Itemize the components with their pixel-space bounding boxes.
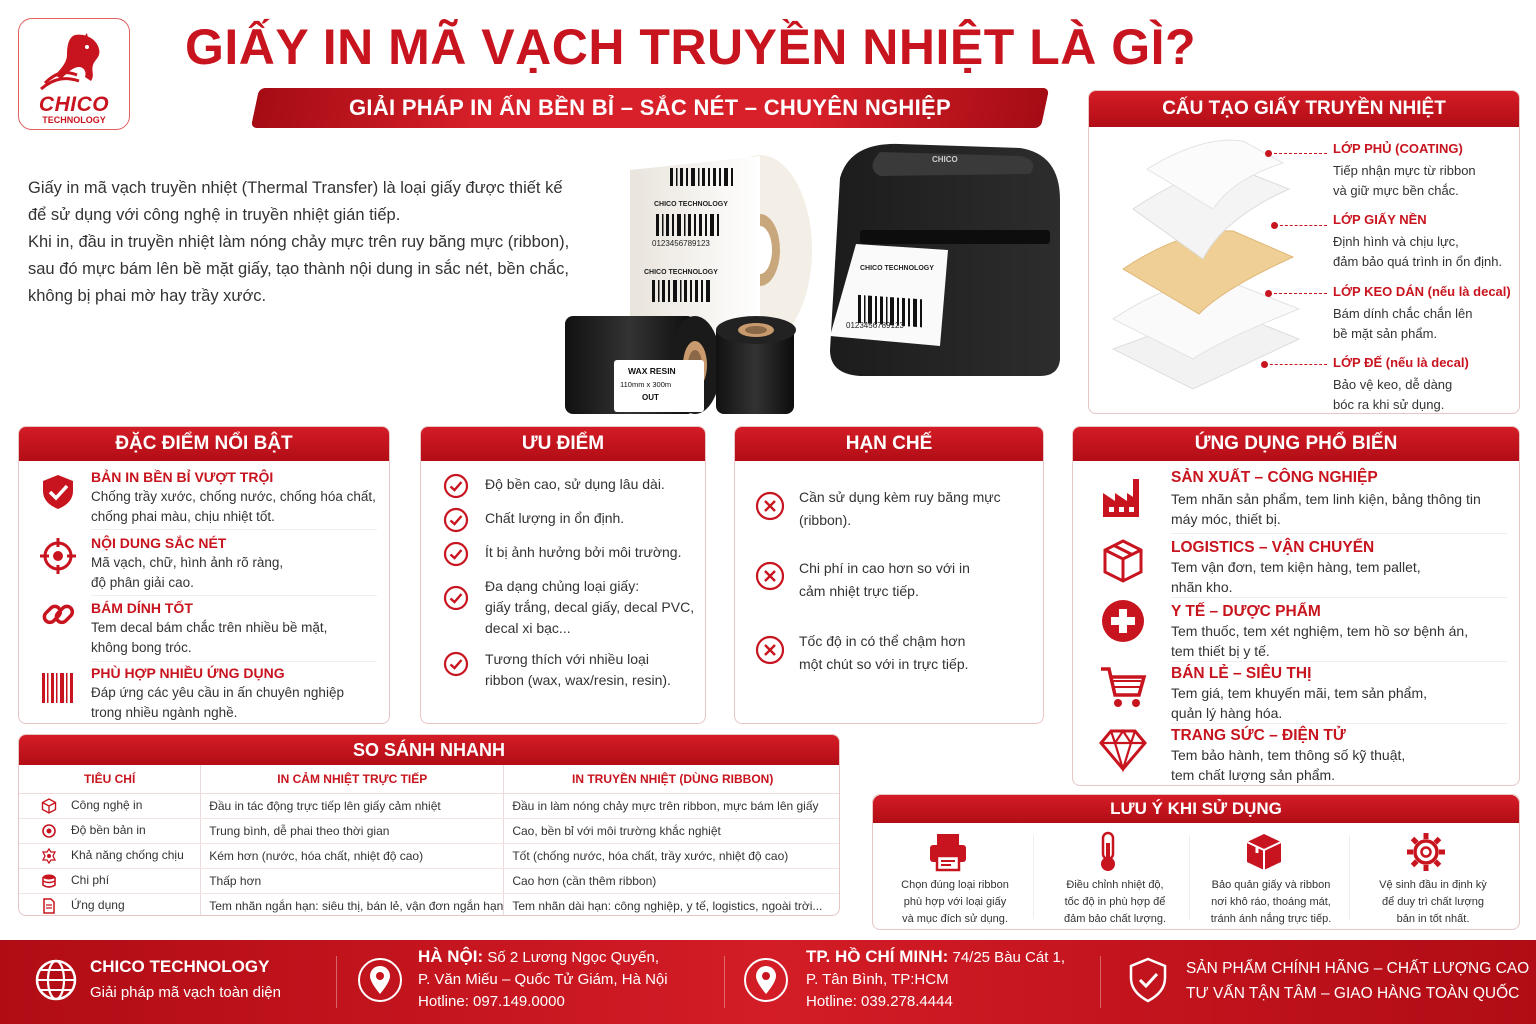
table-row <box>19 893 840 916</box>
con-text <box>799 630 1034 676</box>
pros-title: ƯU ĐIỂM <box>421 427 705 461</box>
feature-desc-line: độ phân giải cao. <box>91 575 194 590</box>
pros-panel <box>420 426 706 724</box>
table-cell-criterion <box>19 893 201 916</box>
location-pin-icon <box>742 956 790 1004</box>
layer-desc-line: bóc ra khi sử dụng. <box>1333 397 1445 412</box>
coins-icon <box>41 873 57 889</box>
features-title: ĐẶC ĐIỂM NỔI BẬT <box>19 427 389 461</box>
note-line: tránh ánh nắng trực tiếp. <box>1210 913 1332 925</box>
hcm-address-1: 74/25 Bàu Cát 1, <box>948 949 1066 966</box>
application-desc <box>1171 557 1511 597</box>
location-pin-icon <box>356 956 404 1004</box>
note-line: Chọn đúng loại ribbon <box>901 879 1009 891</box>
x-circle-icon <box>755 635 785 665</box>
note-line: tốc độ in phù hợp để <box>1064 896 1166 908</box>
con-text <box>799 486 1034 532</box>
pro-text <box>485 576 705 639</box>
application-title: BÁN LẺ – SIÊU THỊ <box>1171 665 1312 682</box>
brand-logo <box>18 18 130 130</box>
application-desc-line: nhãn kho. <box>1171 579 1233 595</box>
shield-badge-icon <box>1124 956 1172 1004</box>
feature-desc-line: không bong tróc. <box>91 640 192 655</box>
layer-desc-line: Tiếp nhận mực từ ribbon <box>1333 163 1476 178</box>
application-desc <box>1171 621 1511 661</box>
feature-divider <box>91 595 377 596</box>
feature-title: BÁM DÍNH TỐT <box>91 600 193 616</box>
document-icon <box>41 898 57 914</box>
con-line: Tốc độ in có thể chậm hơn <box>799 633 966 649</box>
applications-panel <box>1072 426 1520 786</box>
application-desc-line: quản lý hàng hóa. <box>1171 705 1283 721</box>
check-circle-icon <box>443 473 469 499</box>
check-circle-icon <box>443 651 469 677</box>
paper-layers-illustration <box>1103 139 1303 409</box>
feature-desc-line: chống phai màu, chịu nhiệt tốt. <box>91 509 275 524</box>
feature-desc <box>91 487 381 527</box>
hanoi-address-1: Số 2 Lương Ngọc Quyến, <box>483 949 659 966</box>
product-image <box>560 140 1080 425</box>
criterion-label: Ứng dụng <box>71 897 125 912</box>
pro-line: Tương thích với nhiều loại <box>485 651 649 667</box>
note-line: bản in tốt nhất. <box>1396 913 1470 925</box>
table-row <box>19 818 840 843</box>
printer-icon <box>927 831 969 873</box>
table-cell: Thấp hơn <box>201 868 504 893</box>
application-title: LOGISTICS – VẬN CHUYỂN <box>1171 539 1375 556</box>
footer-slogan <box>1186 956 1529 1006</box>
horse-logo-icon <box>37 31 113 91</box>
layer-desc-line: Định hình và chịu lực, <box>1333 234 1459 249</box>
ribbon-label-2: 110mm x 300m <box>620 380 672 389</box>
company-tagline: Giải pháp mã vạch toàn diện <box>90 984 281 1001</box>
application-title: TRANG SỨC – ĐIỆN TỬ <box>1171 727 1346 744</box>
pro-line: Ít bị ảnh hưởng bởi môi trường. <box>485 544 682 560</box>
application-title: Y TẾ – DƯỢC PHẨM <box>1171 603 1321 620</box>
note-item <box>875 831 1025 925</box>
note-item <box>1191 831 1341 925</box>
note-line: Bảo quản giấy và ribbon <box>1211 879 1331 891</box>
footer-divider <box>1100 956 1101 1008</box>
application-desc <box>1171 489 1511 529</box>
pro-text <box>485 542 705 563</box>
resist-icon <box>41 848 57 864</box>
globe-icon <box>32 956 80 1004</box>
barcode-icon <box>39 669 77 707</box>
criterion-label: Khả năng chống chịu <box>71 847 184 862</box>
feature-title: BẢN IN BỀN BỈ VƯỢT TRỘI <box>91 469 274 485</box>
table-cell: Cao hơn (cần thêm ribbon) <box>504 868 840 893</box>
table-cell: Trung bình, dễ phai theo thời gian <box>201 818 504 843</box>
pro-line: giấy trắng, decal giấy, decal PVC, <box>485 599 695 615</box>
logo-sub: TECHNOLOGY <box>42 115 106 125</box>
pro-text <box>485 649 705 691</box>
application-divider <box>1171 723 1507 724</box>
application-desc <box>1171 745 1511 785</box>
layer-liner-desc <box>1333 375 1518 414</box>
hcm-label: TP. HỒ CHÍ MINH: <box>806 947 949 966</box>
pro-text <box>485 508 705 529</box>
table-cell: Kém hơn (nước, hóa chất, nhiệt độ cao) <box>201 843 504 868</box>
con-line: (ribbon). <box>799 512 852 528</box>
table-cell: Tốt (chống nước, hóa chất, trầy xước, nhiệt độ cao) <box>504 843 840 868</box>
pro-line: Chất lượng in ổn định. <box>485 510 625 526</box>
note-line: phù hợp với loại giấy <box>903 896 1007 908</box>
product-illustration <box>560 140 1080 425</box>
liner-pointer <box>1265 364 1327 365</box>
footer <box>0 940 1536 1024</box>
hanoi-label: HÀ NỘI: <box>418 947 484 966</box>
feature-desc <box>91 683 381 723</box>
hanoi-hotline[interactable]: Hotline: 097.149.0000 <box>418 993 565 1010</box>
note-divider <box>1349 835 1350 919</box>
con-line: Cần sử dụng kèm ruy băng mực <box>799 489 1001 505</box>
intro-paragraph <box>28 175 588 310</box>
note-text <box>1353 877 1513 928</box>
note-text <box>875 877 1035 928</box>
con-line: một chút so với in trực tiếp. <box>799 656 969 672</box>
application-desc-line: tem thiết bị y tế. <box>1171 643 1270 659</box>
pro-line: decal xi bạc... <box>485 620 571 636</box>
footer-company <box>90 956 281 1004</box>
table-cell-criterion <box>19 793 201 818</box>
roll-label-brand: CHICO TECHNOLOGY <box>654 201 728 208</box>
layer-coating-title: LỚP PHỦ (COATING) <box>1333 141 1463 156</box>
feature-title: PHÙ HỢP NHIỀU ỨNG DỤNG <box>91 665 285 681</box>
layer-paper-desc <box>1333 232 1520 272</box>
con-line: Chi phí in cao hơn so với in <box>799 560 970 576</box>
link-icon <box>39 595 77 633</box>
application-desc <box>1171 683 1511 723</box>
compare-title: SO SÁNH NHANH <box>19 735 839 765</box>
table-cell: Đầu in làm nóng chảy mực trên ribbon, mực bám lên giấy <box>504 793 840 818</box>
table-header-row <box>19 765 840 793</box>
application-desc-line: Tem bảo hành, tem thông số kỹ thuật, <box>1171 747 1406 763</box>
cube-icon <box>41 798 57 814</box>
printer-brand: CHICO <box>932 155 958 164</box>
feature-desc <box>91 553 381 593</box>
logo-brand: CHICO <box>38 93 110 116</box>
x-circle-icon <box>755 491 785 521</box>
cons-title: HẠN CHẾ <box>735 427 1043 461</box>
diamond-icon <box>1099 725 1147 773</box>
roll-label-brand-2: CHICO TECHNOLOGY <box>644 269 718 276</box>
ribbon-label-1: WAX RESIN <box>628 366 676 376</box>
glue-pointer <box>1269 293 1327 294</box>
hcm-address-2: P. Tân Bình, TP:HCM <box>806 971 949 988</box>
feature-desc-line: Mã vạch, chữ, hình ảnh rõ ràng, <box>91 555 284 570</box>
intro-line: không bị phai mờ hay trầy xước. <box>28 287 267 305</box>
shield-check-icon <box>39 473 77 511</box>
slogan-line: TƯ VẤN TẬN TÂM – GIAO HÀNG TOÀN QUỐC <box>1186 985 1520 1002</box>
note-line: nơi khô ráo, thoáng mát, <box>1211 896 1331 908</box>
layer-desc-line: và giữ mực bền chắc. <box>1333 183 1459 198</box>
application-desc-line: Tem vận đơn, tem kiện hàng, tem pallet, <box>1171 559 1421 575</box>
table-cell: Tem nhãn ngắn hạn: siêu thị, bán lẻ, vận đơn ngắn hạn <box>201 893 504 916</box>
criterion-label: Độ bền bản in <box>71 822 146 837</box>
storage-box-icon <box>1243 831 1285 873</box>
table-cell: Tem nhãn dài hạn: công nghiệp, y tế, logistics, ngoài trời... <box>504 893 840 916</box>
table-cell-criterion <box>19 843 201 868</box>
table-cell-criterion <box>19 868 201 893</box>
note-line: Điều chỉnh nhiệt độ, <box>1066 879 1164 891</box>
layer-desc-line: bề mặt sản phẩm. <box>1333 326 1438 341</box>
application-desc-line: máy móc, thiết bị. <box>1171 511 1281 527</box>
hcm-hotline[interactable]: Hotline: 039.278.4444 <box>806 993 953 1010</box>
pro-line: Đa dạng chủng loại giấy: <box>485 578 640 594</box>
application-desc-line: Tem giá, tem khuyến mãi, tem sản phẩm, <box>1171 685 1427 701</box>
ribbon-label-3: OUT <box>642 393 659 402</box>
check-circle-icon <box>443 585 469 611</box>
table-row <box>19 793 840 818</box>
thermometer-icon <box>1087 831 1129 873</box>
roll-barcode-number: 0123456789123 <box>652 239 710 248</box>
header-thermal-transfer: IN TRUYỀN NHIỆT (DÙNG RIBBON) <box>504 765 840 793</box>
pro-text <box>485 474 705 495</box>
page-title: GIẤY IN MÃ VẠCH TRUYỀN NHIỆT LÀ GÌ? <box>185 19 1197 75</box>
coating-pointer <box>1269 153 1327 154</box>
pro-line: ribbon (wax, wax/resin, resin). <box>485 672 671 688</box>
table-cell: Đầu in tác động trực tiếp lên giấy cảm nhiệt <box>201 793 504 818</box>
feature-desc-line: Tem decal bám chắc trên nhiều bề mặt, <box>91 620 328 635</box>
criterion-label: Công nghệ in <box>71 797 143 812</box>
footer-hcm <box>806 946 1065 1013</box>
footer-divider <box>724 956 725 1008</box>
note-text <box>1191 877 1351 928</box>
paper-dot <box>1271 222 1278 229</box>
layer-desc-line: Bảo vệ keo, dễ dàng <box>1333 377 1453 392</box>
note-item <box>1035 831 1185 925</box>
target-icon <box>39 537 77 575</box>
note-line: để duy trì chất lượng <box>1381 896 1485 908</box>
paper-pointer <box>1275 225 1327 226</box>
intro-line: Khi in, đầu in truyền nhiệt làm nóng chảy mực trên ruy băng mực (ribbon), <box>28 233 570 251</box>
intro-line: Giấy in mã vạch truyền nhiệt (Thermal Transfer) là loại giấy được thiết kế <box>28 179 563 197</box>
layer-coating-desc <box>1333 161 1518 201</box>
notes-title: LƯU Ý KHI SỬ DỤNG <box>873 795 1519 823</box>
features-panel <box>18 426 390 724</box>
note-line: Vệ sinh đầu in định kỳ <box>1379 879 1487 891</box>
note-line: và mục đích sử dụng. <box>902 913 1008 925</box>
header-criterion: TIÊU CHÍ <box>19 765 201 793</box>
feature-desc <box>91 618 381 658</box>
company-name: CHICO TECHNOLOGY <box>90 957 270 976</box>
application-desc-line: tem chất lượng sản phẩm. <box>1171 767 1336 783</box>
hanoi-address-2: P. Văn Miếu – Quốc Tử Giám, Hà Nội <box>418 971 668 988</box>
applications-title: ỨNG DỤNG PHỔ BIẾN <box>1073 427 1519 461</box>
cons-panel <box>734 426 1044 724</box>
application-divider <box>1171 533 1507 534</box>
layer-glue-title: LỚP KEO DÁN (nếu là decal) <box>1333 284 1511 299</box>
printer-barcode-number: 0123456789123 <box>846 321 904 330</box>
structure-title: CẤU TẠO GIẤY TRUYỀN NHIỆT <box>1089 91 1519 127</box>
layer-desc-line: Bám dính chắc chắn lên <box>1333 306 1473 321</box>
intro-line: để sử dụng với công nghệ in truyền nhiệt gián tiếp. <box>28 206 401 224</box>
feature-divider <box>91 661 377 662</box>
criterion-label: Chi phí <box>71 872 110 887</box>
compare-panel <box>18 734 840 916</box>
table-cell-criterion <box>19 818 201 843</box>
layer-paper-title: LỚP GIẤY NỀN <box>1333 212 1427 227</box>
liner-dot <box>1261 361 1268 368</box>
x-circle-icon <box>755 561 785 591</box>
check-circle-icon <box>443 507 469 533</box>
feature-desc-line: Chống trầy xước, chống nước, chống hóa chất, <box>91 489 376 504</box>
note-line: đảm bảo chất lượng. <box>1063 913 1167 925</box>
application-desc-line: Tem thuốc, tem xét nghiệm, tem hồ sơ bệnh án, <box>1171 623 1469 639</box>
con-text <box>799 557 1034 603</box>
layer-liner-title: LỚP ĐẾ (nếu là decal) <box>1333 355 1469 370</box>
intro-line: sau đó mực bám lên bề mặt giấy, tạo thành nội dung in sắc nét, bền chắc, <box>28 260 569 278</box>
con-line: cảm nhiệt trực tiếp. <box>799 583 919 599</box>
notes-panel <box>872 794 1520 930</box>
pro-line: Độ bền cao, sử dụng lâu dài. <box>485 476 665 492</box>
feature-desc-line: Đáp ứng các yêu cầu in ấn chuyên nghiệp <box>91 685 344 700</box>
application-desc-line: Tem nhãn sản phẩm, tem linh kiện, bảng thông tin <box>1171 491 1481 507</box>
medical-cross-icon <box>1099 597 1147 645</box>
slogan-line: SẢN PHẨM CHÍNH HÃNG – CHẤT LƯỢNG CAO <box>1186 960 1530 977</box>
printer-label-brand: CHICO TECHNOLOGY <box>860 265 934 272</box>
footer-hanoi <box>418 946 668 1013</box>
factory-icon <box>1099 473 1147 521</box>
table-row <box>19 868 840 893</box>
compare-table <box>19 765 840 916</box>
feature-title: NỘI DUNG SẮC NÉT <box>91 535 227 551</box>
header-direct-thermal: IN CẢM NHIỆT TRỰC TIẾP <box>201 765 504 793</box>
footer-divider <box>336 956 337 1008</box>
layer-desc-line: đảm bảo quá trình in ổn định. <box>1333 254 1503 269</box>
feature-desc-line: trong nhiều ngành nghề. <box>91 705 238 720</box>
check-circle-icon <box>443 541 469 567</box>
application-divider <box>1171 597 1507 598</box>
box-icon <box>1099 537 1147 585</box>
layer-glue-desc <box>1333 304 1518 344</box>
note-text <box>1035 877 1195 928</box>
gear-shield-icon <box>41 823 57 839</box>
note-divider <box>1033 835 1034 919</box>
note-item <box>1353 831 1503 925</box>
structure-panel <box>1088 90 1520 414</box>
gear-icon <box>1405 831 1447 873</box>
table-cell: Cao, bền bỉ với môi trường khắc nghiệt <box>504 818 840 843</box>
application-divider <box>1171 661 1507 662</box>
feature-divider <box>91 529 377 530</box>
note-divider <box>1189 835 1190 919</box>
application-title: SẢN XUẤT – CÔNG NGHIỆP <box>1171 469 1378 486</box>
page-subtitle: GIẢI PHÁP IN ẤN BỀN BỈ – SẮC NÉT – CHUYÊN NGHIỆP <box>349 95 951 120</box>
table-row <box>19 843 840 868</box>
glue-dot <box>1265 290 1272 297</box>
cart-icon <box>1099 663 1147 711</box>
coating-dot <box>1265 150 1272 157</box>
